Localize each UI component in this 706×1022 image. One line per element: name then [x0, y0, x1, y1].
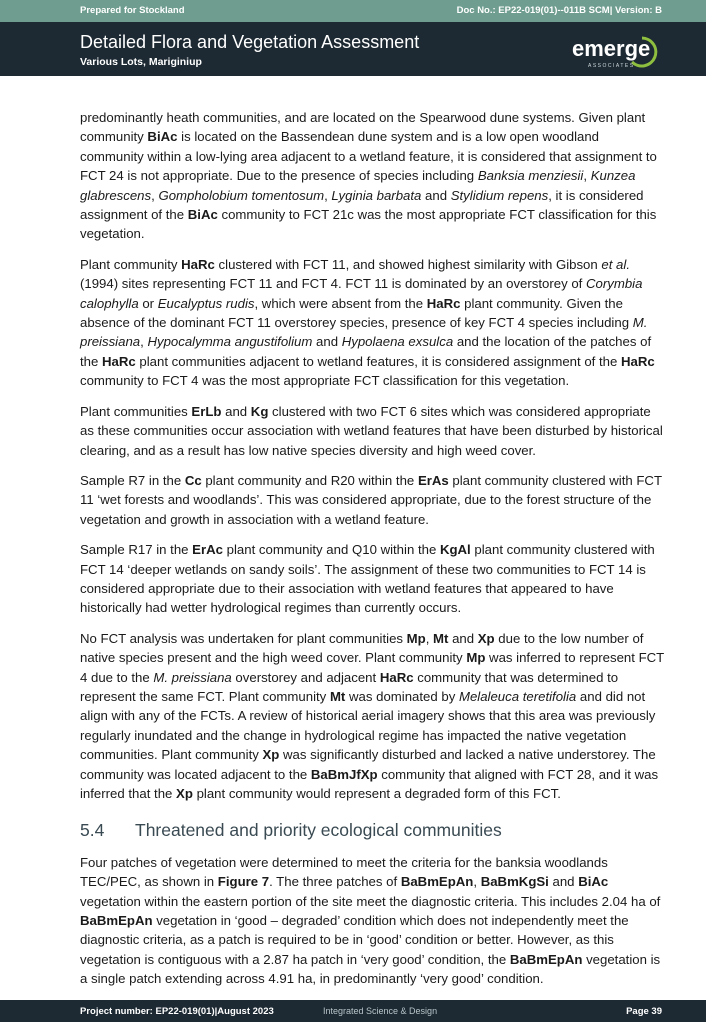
page-header	[0, 22, 706, 76]
section-number: 5.4	[80, 820, 105, 841]
paragraph-harc: Plant community HaRc clustered with FCT 11, and showed highest similarity with Gibson et al. (1994) sites representing FCT 11 and FCT 4. FCT 11 is dominated by an overstorey of Corymbia calophylla or Eucalyptus rudis, which were absent from the HaRc plant community. Given the absence of the dominant FCT 11 overstorey species, presence of key FCT 4 species including M. preissiana, Hypocalymma angustifolium and Hypolaena exsulca and the location of the patches of the HaRc plant communities adjacent to wetland features, it is considered assignment of the HaRc community to FCT 4 was the most appropriate FCT classification for this vegetation.	[80, 256, 655, 389]
paragraph-erlb-kg: Plant communities ErLb and Kg clustered with two FCT 6 sites which was considered appropriate as these communities occur association with wetland features that have been disturbed by historical clearing, and as a result has low native species diversity and high weed cover.	[80, 403, 663, 458]
paragraph-cc-eras: Sample R7 in the Cc plant community and R20 within the ErAs plant community clustered with FCT 11 ‘wet forests and woodlands’. This was considered appropriate, due to the forest structure of the vegetation and growth in association with a wetland feature.	[80, 472, 662, 527]
emerge-logo	[572, 34, 662, 70]
logo-subtext: ASSOCIATES	[588, 63, 635, 69]
page-number-label: Page 39	[626, 1006, 662, 1017]
document-number-label: Doc No.: EP22-019(01)--011B SCM| Version: B	[456, 5, 662, 16]
prepared-for-label: Prepared for Stockland	[80, 5, 185, 16]
section-title: Threatened and priority ecological communities	[135, 820, 502, 841]
page-content	[80, 108, 664, 1000]
paragraph-erac-kgal: Sample R17 in the ErAc plant community and Q10 within the KgAl plant community clustered with FCT 14 ‘deeper wetlands on sandy soils’. The assignment of these two communities to FCT 14 is considered appropriate due to their association with wetland features that appeared to have historically had wetter hydrological regimes than currently occurs.	[80, 542, 655, 616]
document-subtitle: Various Lots, Mariginiup	[80, 56, 202, 68]
project-number-label: Project number: EP22-019(01)|August 2023	[80, 1006, 274, 1017]
document-title: Detailed Flora and Vegetation Assessment	[80, 32, 420, 52]
paragraph-mp-mt-xp: No FCT analysis was undertaken for plant communities Mp, Mt and Xp due to the low number of native species present and the high weed cover. Plant community Mp was inferred to represent FCT 4 due to the M. preissiana overstorey and adjacent HaRc community that was determined to represent the same FCT. Plant community Mt was dominated by Melaleuca teretifolia and did not align with any of the FCTs. A review of historical aerial imagery shows that this area was previously regularly inundated and the change in hydrological regime has impacted the native vegetation communities. Plant community Xp was significantly disturbed and lacked a native understorey. The community was located adjacent to the BaBmJfXp community that aligned with FCT 28, and it was inferred that the Xp plant community would represent a degraded form of this FCT.	[80, 630, 664, 801]
top-bar	[0, 0, 706, 22]
logo-wordmark: emerge	[572, 36, 651, 61]
paragraph-fct21c: predominantly heath communities, and are located on the Spearwood dune systems. Given plant community BiAc is located on the Bassendean dune system and is a low open woodland community within a low-lying area adjacent to a wetland feature, it is considered that assignment to FCT 24 is not appropriate. Due to the presence of species including Banksia menziesii, Kunzea glabrescens, Gompholobium tomentosum, Lyginia barbata and Stylidium repens, it is considered assignment of the BiAc community to FCT 21c was the most appropriate FCT classification for this vegetation.	[80, 110, 657, 242]
section-heading	[80, 821, 664, 840]
paragraph-banksia-woodlands: Four patches of vegetation were determined to meet the criteria for the banksia woodlands TEC/PEC, as shown in Figure 7. The three patches of BaBmEpAn, BaBmKgSi and BiAc vegetation within the eastern portion of the site meet the diagnostic criteria. This includes 2.04 ha of BaBmEpAn vegetation in ‘good – degraded’ condition which does not independently meet the diagnostic criteria, as a patch is required to be in ‘good’ condition or better. However, as this vegetation is contiguous with a 2.87 ha patch in ‘very good’ condition, the BaBmEpAn vegetation is a single patch extending across 4.91 ha, in predominantly ‘very good’ condition.	[80, 854, 661, 987]
page-footer	[0, 1000, 706, 1022]
tagline-label: Integrated Science & Design	[323, 1006, 438, 1016]
